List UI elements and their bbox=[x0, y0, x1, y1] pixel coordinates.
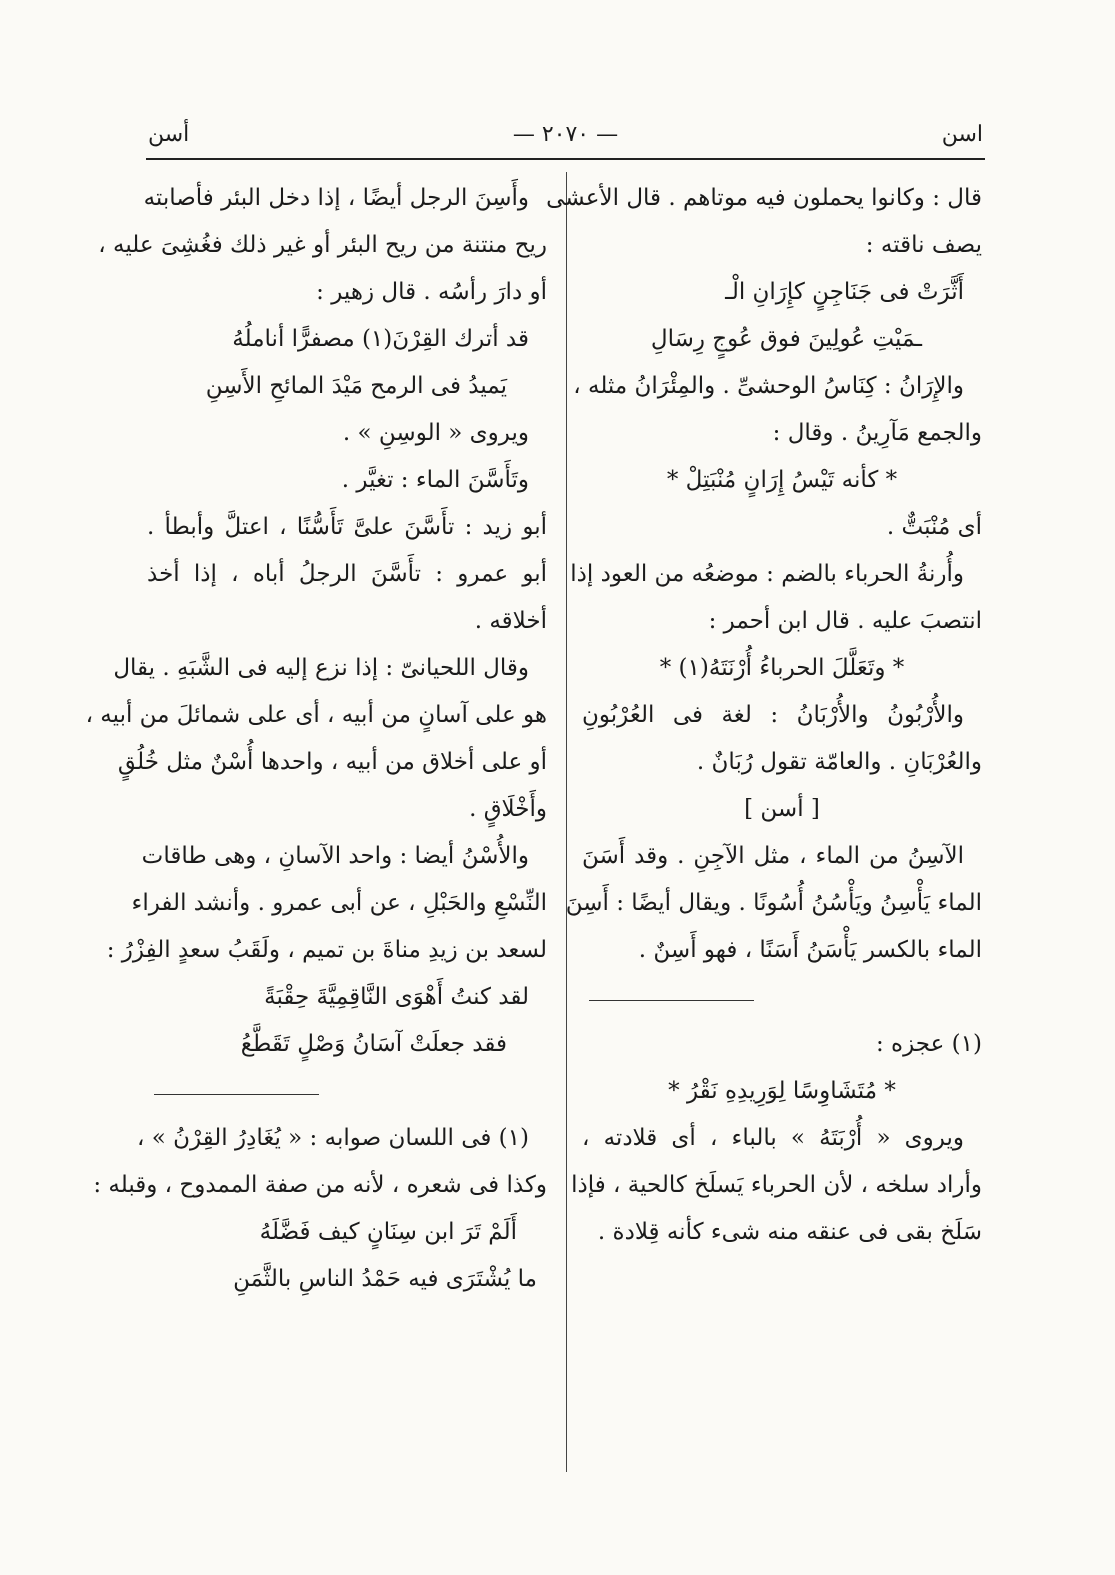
verse-line: فقد جعلَتْ آسَانُ وَصْلٍ تَقَطَّعُ bbox=[240, 1031, 507, 1057]
verse-line: * وتَعَلَّلَ الحرباءُ أُرْنَتَهُ(١) * bbox=[659, 655, 905, 681]
verse-line: أَثَّرَتْ فى جَنَاجِنٍ كإِرَانِ الْـ bbox=[725, 279, 964, 305]
header-root-right: اسن bbox=[941, 122, 983, 147]
right-column bbox=[546, 175, 982, 1256]
header-root-left: أسن bbox=[148, 122, 190, 147]
text-line: قال : وكانوا يحملون فيه موتاهم . قال الأعشى bbox=[546, 185, 982, 211]
verse-line: قد أترك القِرْنَ(١) مصفرًّا أناملُهُ bbox=[232, 326, 529, 352]
text-line: والأُسْنُ أيضا : واحد الآسانِ ، وهى طاقات bbox=[141, 843, 529, 869]
column-divider bbox=[566, 172, 567, 1472]
text-line: لسعد بن زيدِ مناةَ بن تميم ، ولَقَبُ سعدٍ الفِزْرُ : bbox=[106, 937, 547, 963]
text-line: انتصبَ عليه . قال ابن أحمر : bbox=[708, 608, 982, 634]
verse-line: * كأنه تَيْسُ إِرَانٍ مُنْبَتِلْ * bbox=[666, 467, 898, 493]
page-number: — ٢٠٧٠ — bbox=[512, 122, 619, 147]
text-line: أى مُنْبَتٌّ . bbox=[886, 514, 982, 540]
text-line: وأَسِنَ الرجل أيضًا ، إذا دخل البئر فأصابته bbox=[143, 185, 529, 211]
text-line: ريح منتنة من ريح البئر أو غير ذلك فغُشِىَ عليه ، bbox=[98, 232, 547, 258]
text-line: وقال اللحيانىّ : إذا نزع إليه فى الشَّبَهِ . يقال bbox=[113, 655, 529, 681]
left-column bbox=[85, 175, 547, 1303]
text-line: والجمع مَآرِينُ . وقال : bbox=[772, 420, 982, 446]
footnote-verse: أَلَمْ تَرَ ابن سِنَانٍ كيف فَضَّلَهُ bbox=[259, 1219, 517, 1245]
footnote-line: (١) فى اللسان صوابه : « يُغَادِرُ القِرْنُ » ، bbox=[136, 1125, 529, 1151]
verse-line: ـمَيْتِ عُولِينَ فوق عُوجٍ رِسَالِ bbox=[650, 326, 922, 352]
text-line: والإِرَانُ : كِنَاسُ الوحشىِّ . والمِئْرَانُ مثله ، bbox=[573, 373, 964, 399]
text-line: أبو زيد : تأَسَّنَ علىَّ تَأَسُّنًا ، اعتلَّ وأبطأ . bbox=[147, 514, 547, 540]
text-line: الآسِنُ من الماء ، مثل الآجِنِ . وقد أَسَنَ bbox=[582, 843, 964, 869]
footnote-line: وأراد سلخه ، لأن الحرباء يَسلَخ كالحية ، فإذا bbox=[571, 1172, 982, 1198]
running-header bbox=[148, 118, 983, 158]
footnote-rule bbox=[589, 1000, 754, 1001]
text-line: يصف ناقته : bbox=[865, 232, 982, 258]
footnote-verse: * مُتَشَاوِسًا لِوَرِيدِهِ نَقْرُ * bbox=[668, 1078, 896, 1104]
text-line: وأُرنةُ الحرباء بالضم : موضعُه من العود إذا bbox=[570, 561, 964, 587]
footnote-line: وكذا فى شعره ، لأنه من صفة الممدوح ، وقبله : bbox=[93, 1172, 547, 1198]
text-line: أخلاقه . bbox=[474, 608, 547, 634]
text-line: أبو عمرو : تأَسَّنَ الرجلُ أباه ، إذا أخذ bbox=[147, 561, 547, 587]
text-line: وأَخْلَاقٍ . bbox=[469, 796, 547, 822]
footnote-line: سَلَخ بقى فى عنقه منه شىء كأنه قِلادة . bbox=[597, 1219, 982, 1245]
text-line: والعُرْبَانِ . والعامّة تقول رُبَانٌ . bbox=[696, 749, 982, 775]
footnote-verse: ما يُشْتَرَى فيه حَمْدُ الناسِ بالثَّمَنِ bbox=[233, 1266, 537, 1292]
text-line: والأُرْبُونُ والأُرْبَانُ : لغة فى العُرْبُونِ bbox=[582, 702, 964, 728]
footnote-line: ويروى « أُرْبَتَهُ » بالباء ، أى قلادته ، bbox=[582, 1125, 964, 1151]
text-line: أو دارَ رأسُه . قال زهير : bbox=[316, 279, 547, 305]
footnote-line: (١) عجزه : bbox=[876, 1031, 982, 1057]
text-line: أو على أخلاق من أبيه ، واحدها أُسْنٌ مثل خُلُقٍ bbox=[117, 749, 547, 775]
verse-line: لقد كنتُ أَهْوَى النَّاقِمِيَّةَ حِقْبَةً bbox=[264, 984, 529, 1010]
verse-line: يَميدُ فى الرمح مَيْدَ المائحِ الأَسِنِ bbox=[205, 373, 507, 399]
text-line: وتَأَسَّنَ الماء : تغيَّر . bbox=[341, 467, 529, 493]
section-heading: [ أسن ] bbox=[744, 796, 820, 822]
text-line: الماء يَأْسِنُ ويَأْسُنُ أُسُونًا . ويقال أيضًا : أَسِنَ bbox=[565, 890, 982, 916]
text-line: النِّسْعِ والحَبْلِ ، عن أبى عمرو . وأنشد الفراء bbox=[131, 890, 547, 916]
header-rule bbox=[146, 158, 985, 160]
text-line: هو على آسانٍ من أبيه ، أى على شمائلَ من أبيه ، bbox=[85, 702, 547, 728]
footnote-rule bbox=[154, 1094, 319, 1095]
text-line: ويروى « الوسِنِ » . bbox=[342, 420, 529, 446]
text-line: الماء بالكسر يَأْسَنُ أَسَنًا ، فهو أَسِنٌ . bbox=[638, 937, 982, 963]
